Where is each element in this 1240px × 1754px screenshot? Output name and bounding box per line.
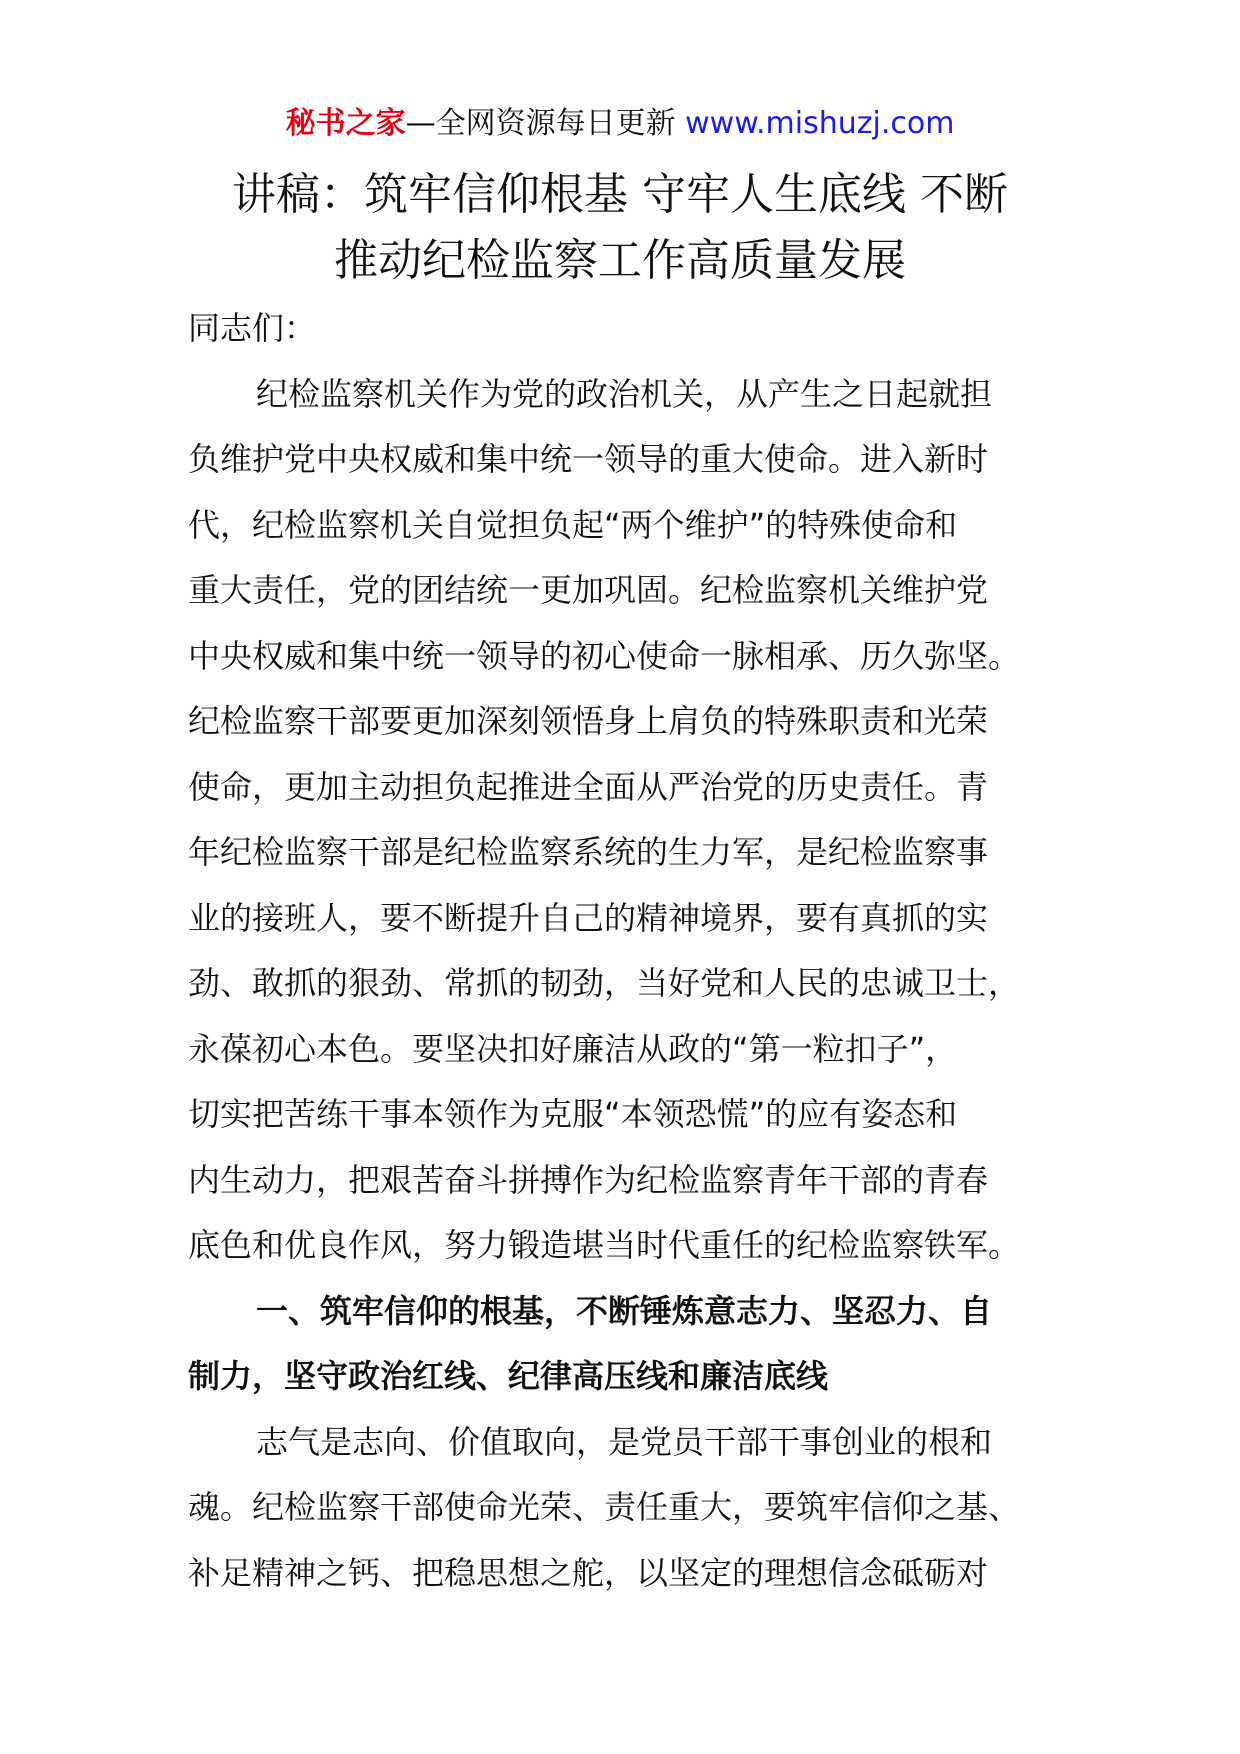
salutation: 同志们： (188, 309, 317, 347)
text-line: 负维护党中央权威和集中统一领导的重大使命。进入新时 (188, 440, 989, 478)
site-banner (0, 104, 1240, 144)
text-line: 中央权威和集中统一领导的初心使命一脉相承、历久弥坚。 (188, 636, 1021, 675)
text-line: 底色和优良作风，努力锻造堪当时代重任的纪检监察铁军。 (188, 1226, 1021, 1264)
text-line: 年纪检监察干部是纪检监察系统的生力军，是纪检监察事 (188, 833, 989, 871)
title-line: 推动纪检监察工作高质量发展 (334, 235, 906, 286)
text-line: 纪检监察干部要更加深刻领悟身上肩负的特殊职责和光荣 (188, 702, 989, 740)
document-title (120, 162, 1120, 294)
text-line: 重大责任，党的团结统一更加巩固。纪检监察机关维护党 (188, 571, 989, 609)
text-line: 使命，更加主动担负起推进全面从严治党的历史责任。青 (188, 767, 989, 806)
brand-name: 秘书之家 (285, 106, 406, 141)
text-line: 劲、敢抓的狠劲、常抓的韧劲，当好党和人民的忠诚卫士， (188, 964, 1021, 1002)
document-body (188, 296, 1048, 1606)
text-line: 纪检监察机关作为党的政治机关，从产生之日起就担 (256, 374, 993, 413)
text-line: 永葆初心本色。要坚决扣好廉洁从政的“第一粒扣子”， (188, 1029, 958, 1068)
banner-url-link[interactable]: www.mishuzj.com (685, 106, 955, 141)
paragraph-section-1 (188, 1410, 1048, 1607)
heading-line: 制力，坚守政治红线、纪律高压线和廉洁底线 (188, 1357, 829, 1395)
text-line: 志气是志向、价值取向，是党员干部干事创业的根和 (256, 1422, 993, 1461)
text-line: 代，纪检监察机关自觉担负起“两个维护”的特殊使命和 (188, 505, 958, 544)
banner-slogan: —全网资源每日更新 (405, 106, 686, 141)
text-line: 补足精神之钙、把稳思想之舵，以坚定的理想信念砥砺对 (188, 1553, 989, 1592)
text-line: 内生动力，把艰苦奋斗拼搏作为纪检监察青年干部的青春 (188, 1160, 989, 1199)
paragraph-intro (188, 362, 1048, 1279)
section-heading-1 (188, 1279, 1048, 1410)
heading-line: 一、筑牢信仰的根基，不断锤炼意志力、坚忍力、自 (256, 1291, 993, 1330)
text-line: 魂。纪检监察干部使命光荣、责任重大，要筑牢信仰之基、 (188, 1488, 1021, 1526)
title-line: 讲稿：筑牢信仰根基 守牢人生底线 不断 (232, 169, 1008, 220)
text-line: 切实把苦练干事本领作为克服“本领恐慌”的应有姿态和 (188, 1095, 958, 1133)
text-line: 业的接班人，要不断提升自己的精神境界，要有真抓的实 (188, 898, 989, 937)
